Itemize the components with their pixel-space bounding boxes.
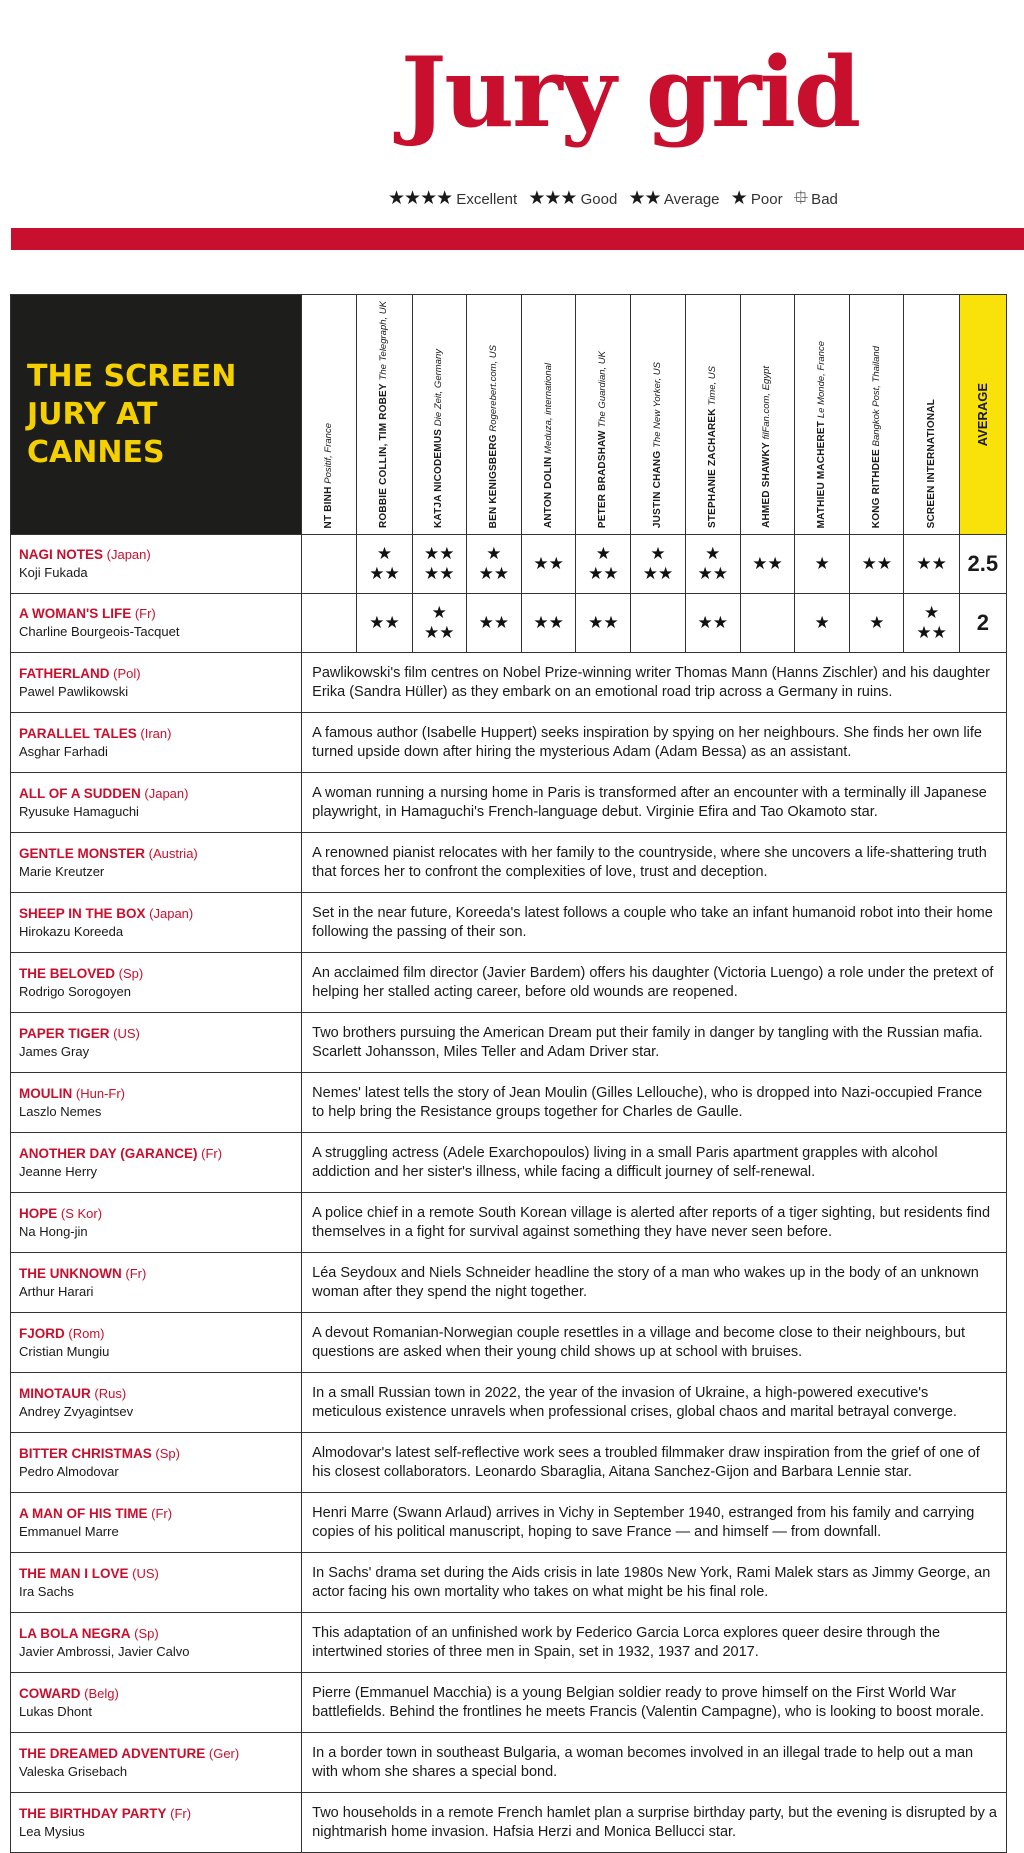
film-synopsis: Two households in a remote French hamlet plan a surprise birthday party, but the evening is disrupted by a nightmarish home invasion. Hafsia Herzi and Monica Bellucci star. xyxy=(302,1793,1007,1853)
film-country: (Ger) xyxy=(208,1745,240,1761)
score-cell xyxy=(466,535,521,594)
film-synopsis: A struggling actress (Adele Exarchopoulos) living in a small Paris apartment grapples with alcohol addiction and her sister's illness, while facing a difficult journey of self-renewal. xyxy=(302,1133,1007,1193)
critic-label xyxy=(761,360,773,534)
rating-star-icon: ★★ xyxy=(588,613,619,632)
film-cell xyxy=(11,535,302,594)
film-cell xyxy=(11,1373,302,1433)
film-cell xyxy=(11,953,302,1013)
film-country: (Sp) xyxy=(118,965,144,981)
film-director: Asghar Farhadi xyxy=(19,743,108,759)
film-cell xyxy=(11,1673,302,1733)
rating-star-icon: ★★ xyxy=(752,554,783,573)
film-synopsis: Two brothers pursuing the American Dream put their family in danger by tangling with the Russian mafia. Scarlett Johansson, Miles Teller and Adam Driver star. xyxy=(302,1013,1007,1073)
film-title: FATHERLAND xyxy=(19,665,110,681)
critic-label xyxy=(597,345,609,534)
critic-outlet: Meduza, international xyxy=(542,362,554,454)
film-title-line xyxy=(19,546,301,564)
film-director: Lukas Dhont xyxy=(19,1703,92,1719)
legend-label: Poor xyxy=(746,191,787,208)
table-row xyxy=(11,1253,1007,1313)
film-title: PAPER TIGER xyxy=(19,1025,110,1041)
film-title-line xyxy=(19,1505,301,1523)
film-synopsis: A woman running a nursing home in Paris is transformed after an encounter with a terminally ill Japanese playwright, in Hamaguchi's French-language debut. Virginie Efira and Tao Okamoto star. xyxy=(302,773,1007,833)
critic-label xyxy=(543,357,555,534)
film-country: (US) xyxy=(113,1025,140,1041)
film-title-line xyxy=(19,1685,301,1703)
film-synopsis: In Sachs' drama set during the Aids crisis in late 1980s New York, Rami Malek stars as Jimmy George, an actor facing his own mortality who takes on what might be his final role. xyxy=(302,1553,1007,1613)
critic-name: BEN KENIGSBERG xyxy=(487,434,499,528)
film-synopsis: Nemes' latest tells the story of Jean Moulin (Gilles Lellouche), who is dropped into Nazi-occupied France to help bring the Resistance groups together for Charles de Gaulle. xyxy=(302,1073,1007,1133)
film-title: LA BOLA NEGRA xyxy=(19,1625,131,1641)
table-row xyxy=(11,1493,1007,1553)
rating-star-icon: ★ ★★ xyxy=(369,544,400,583)
film-synopsis: Almodovar's latest self-reflective work sees a troubled filmmaker draw inspiration from the grief of one of his closest collaborators. Leonardo Sbaraglia, Aitana Sanchez-Gijon and Barbara Lennie star. xyxy=(302,1433,1007,1493)
score-cell xyxy=(576,535,631,594)
table-row xyxy=(11,594,1007,653)
table-row xyxy=(11,1433,1007,1493)
film-title: MOULIN xyxy=(19,1085,73,1101)
score-cell xyxy=(850,535,904,594)
rating-star-icon: ★★ xyxy=(533,554,564,573)
critic-label xyxy=(816,335,828,534)
critic-header xyxy=(850,295,904,535)
score-cell xyxy=(685,535,740,594)
critic-header xyxy=(685,295,740,535)
table-row xyxy=(11,1133,1007,1193)
critic-label xyxy=(433,343,445,534)
critic-name: PETER BRADSHAW xyxy=(597,430,609,528)
score-cell xyxy=(522,594,576,653)
legend-item xyxy=(388,188,522,209)
critic-name: ROBBIE COLLIN, TIM ROBEY xyxy=(378,383,390,528)
table-row xyxy=(11,1733,1007,1793)
legend-item xyxy=(628,188,724,209)
film-title: A WOMAN'S LIFE xyxy=(19,606,132,621)
critic-label xyxy=(926,393,938,534)
film-country: (Austria) xyxy=(148,845,198,861)
rating-star-icon: ⯐ xyxy=(793,188,808,209)
rating-star-icon: ★ ★★ xyxy=(916,603,947,642)
table-row xyxy=(11,1613,1007,1673)
critic-label xyxy=(488,339,500,534)
score-cell xyxy=(904,535,959,594)
film-synopsis: Léa Seydoux and Niels Schneider headline the story of a man who wakes up in the body of an unknown woman after they spend the night together. xyxy=(302,1253,1007,1313)
critic-label xyxy=(871,340,883,534)
critic-name: AHMED SHAWKY xyxy=(761,442,773,528)
table-row xyxy=(11,1553,1007,1613)
rating-star-icon: ★★ xyxy=(533,613,564,632)
table-row xyxy=(11,773,1007,833)
rating-star-icon: ★ ★★ xyxy=(588,544,619,583)
critic-header xyxy=(302,295,357,535)
average-header xyxy=(959,295,1006,535)
table-row xyxy=(11,1373,1007,1433)
critic-outlet: The Telegraph, UK xyxy=(378,301,390,381)
film-title-line xyxy=(19,1565,301,1583)
rating-star-icon: ★★ xyxy=(369,613,400,632)
critic-label xyxy=(652,356,664,534)
film-title-line xyxy=(19,1265,301,1283)
film-director: Andrey Zvyagintsev xyxy=(19,1403,134,1419)
film-synopsis: This adaptation of an unfinished work by Federico Garcia Lorca explores queer desire through the intertwined stories of three men in Spain, set in 1932, 1937 and 2017. xyxy=(302,1613,1007,1673)
film-director: Jeanne Herry xyxy=(19,1163,98,1179)
legend-label: Bad xyxy=(807,191,838,208)
film-title-line xyxy=(19,965,301,983)
critic-header xyxy=(740,295,794,535)
table-row xyxy=(11,1193,1007,1253)
film-country: (Sp) xyxy=(134,1625,159,1641)
critic-label xyxy=(323,417,335,534)
film-country: (Hun-Fr) xyxy=(75,1085,125,1101)
film-cell xyxy=(11,1493,302,1553)
film-director: Ryusuke Hamaguchi xyxy=(19,803,139,819)
critic-name: KONG RITHDEE xyxy=(870,448,882,528)
table-row xyxy=(11,1793,1007,1853)
table-row xyxy=(11,1313,1007,1373)
film-director: Ira Sachs xyxy=(19,1583,74,1599)
score-cell xyxy=(302,535,357,594)
film-title: ANOTHER DAY (GARANCE) xyxy=(19,1145,198,1161)
film-title-line xyxy=(19,785,301,803)
rating-star-icon: ★★ xyxy=(628,188,661,209)
film-cell xyxy=(11,1253,302,1313)
critic-header xyxy=(795,295,850,535)
film-director: Na Hong-jin xyxy=(19,1223,88,1239)
film-title: BITTER CHRISTMAS xyxy=(19,1445,152,1461)
critic-label xyxy=(378,295,390,534)
rating-star-icon: ★★★ xyxy=(528,188,577,209)
rating-star-icon: ★★ xyxy=(861,554,893,573)
critic-header xyxy=(357,295,412,535)
film-director: Laszlo Nemes xyxy=(19,1103,102,1119)
score-cell xyxy=(522,535,576,594)
legend-item xyxy=(730,188,787,209)
film-director: Arthur Harari xyxy=(19,1283,94,1299)
film-director: Marie Kreutzer xyxy=(19,863,105,879)
film-country: (Iran) xyxy=(140,725,172,741)
jury-heading-line: JURY AT xyxy=(27,396,158,432)
critic-outlet: Le Monde, France xyxy=(816,340,828,418)
film-cell xyxy=(11,653,302,713)
critic-outlet: filFan.com, Egypt xyxy=(761,366,773,440)
film-synopsis: A police chief in a remote South Korean village is alerted after reports of a tiger sighting, but residents find themselves in a fight for survival against something they have never seen before. xyxy=(302,1193,1007,1253)
critic-name: STEPHANIE ZACHAREK xyxy=(706,408,718,528)
film-director: Emmanuel Marre xyxy=(19,1523,119,1539)
film-country: (Fr) xyxy=(170,1805,192,1821)
rating-legend xyxy=(388,184,845,210)
film-cell xyxy=(11,1433,302,1493)
film-director: Pawel Pawlikowski xyxy=(19,683,129,699)
legend-label: Good xyxy=(576,191,622,208)
film-title: HOPE xyxy=(19,1205,58,1221)
critic-name: MATHIEU MACHERET xyxy=(816,420,828,528)
film-synopsis: A famous author (Isabelle Huppert) seeks inspiration by spying on her neighbours. She finds her own life turned upside down after hiring the mysterious Adam (Adam Bessa) as an assistant. xyxy=(302,713,1007,773)
rating-star-icon: ★ xyxy=(869,613,885,632)
average-score: 2.5 xyxy=(959,535,1006,594)
legend-item xyxy=(793,188,838,209)
score-cell xyxy=(412,535,466,594)
film-country: (Fr) xyxy=(134,606,156,621)
rating-star-icon: ★★ xyxy=(697,613,728,632)
film-cell xyxy=(11,893,302,953)
critic-header xyxy=(466,295,521,535)
film-country: (US) xyxy=(132,1565,159,1581)
table-row xyxy=(11,1073,1007,1133)
film-title-line xyxy=(19,1085,301,1103)
rating-star-icon: ★ ★★ xyxy=(697,544,728,583)
film-country: (Sp) xyxy=(155,1445,180,1461)
film-title-line xyxy=(19,1205,301,1223)
critic-name: JUSTIN CHANG xyxy=(652,450,664,528)
film-cell xyxy=(11,1133,302,1193)
film-synopsis: Set in the near future, Koreeda's latest follows a couple who take an infant humanoid robot into their home following the passing of their son. xyxy=(302,893,1007,953)
critic-header xyxy=(576,295,631,535)
rating-star-icon: ★★★★ xyxy=(388,188,453,209)
critic-outlet: The New Yorker, US xyxy=(652,361,664,448)
critic-label xyxy=(707,360,719,534)
film-cell xyxy=(11,1553,302,1613)
rating-star-icon: ★ ★★ xyxy=(423,603,455,642)
score-cell xyxy=(302,594,357,653)
score-cell xyxy=(850,594,904,653)
film-synopsis: A renowned pianist relocates with her family to the countryside, where she uncovers a life-shattering truth that forces her to confront the complexities of love, trust and deception. xyxy=(302,833,1007,893)
film-title-line xyxy=(19,1625,301,1643)
film-cell xyxy=(11,1613,302,1673)
table-row xyxy=(11,1673,1007,1733)
score-cell xyxy=(576,594,631,653)
average-label: AVERAGE xyxy=(974,382,990,447)
film-title: THE MAN I LOVE xyxy=(19,1565,129,1581)
critic-name: SCREEN INTERNATIONAL xyxy=(925,398,937,528)
film-director: Koji Fukada xyxy=(19,565,88,580)
film-title: THE UNKNOWN xyxy=(19,1265,122,1281)
critic-outlet: Positif, France xyxy=(323,422,335,484)
film-country: (Rom) xyxy=(68,1325,105,1341)
score-cell xyxy=(795,594,850,653)
jury-grid-table xyxy=(10,294,1007,1853)
film-director: Rodrigo Sorogoyen xyxy=(19,983,132,999)
film-title: THE BELOVED xyxy=(19,965,116,981)
critic-name: KATJA NICODEMUS xyxy=(433,428,445,528)
film-title-line xyxy=(19,665,301,683)
rating-star-icon: ★ ★★ xyxy=(642,544,674,583)
film-synopsis: In a small Russian town in 2022, the year of the invasion of Ukraine, a high-powered executive's meticulous existence unravels when professional crises, global chaos and marital betrayal converge. xyxy=(302,1373,1007,1433)
film-cell xyxy=(11,594,302,653)
rating-star-icon: ★ xyxy=(730,188,747,209)
film-title-line xyxy=(19,845,301,863)
score-cell xyxy=(357,594,412,653)
film-country: (Rus) xyxy=(94,1385,127,1401)
score-cell xyxy=(357,535,412,594)
rating-star-icon: ★ xyxy=(814,554,830,573)
film-cell xyxy=(11,1313,302,1373)
film-country: (Belg) xyxy=(84,1685,119,1701)
film-title: A MAN OF HIS TIME xyxy=(19,1505,148,1521)
film-cell xyxy=(11,1073,302,1133)
legend-label: Average xyxy=(660,191,724,208)
film-country: (Japan) xyxy=(149,905,194,921)
film-cell xyxy=(11,1733,302,1793)
film-title-line xyxy=(19,725,301,743)
film-title-line xyxy=(19,1445,301,1463)
film-synopsis: Henri Marre (Swann Arlaud) arrives in Vichy in September 1940, estranged from his family and carrying copies of his political manuscript, hoping to save France — and himself — from downfall. xyxy=(302,1493,1007,1553)
film-country: (Japan) xyxy=(144,785,189,801)
table-row xyxy=(11,953,1007,1013)
film-title: SHEEP IN THE BOX xyxy=(19,905,146,921)
film-director: Pedro Almodovar xyxy=(19,1463,119,1479)
film-title: FJORD xyxy=(19,1325,65,1341)
page-title-text: Jury grid xyxy=(400,36,860,149)
film-director: Charline Bourgeois-Tacquet xyxy=(19,624,180,639)
score-cell xyxy=(904,594,959,653)
critic-header xyxy=(522,295,576,535)
film-synopsis: Pierre (Emmanuel Macchia) is a young Belgian soldier ready to prove himself on the First World War battlefields. Behind the frontlines he meets Francis (Valentin Campagne), who is looking to boost morale. xyxy=(302,1673,1007,1733)
rating-star-icon: ★★ xyxy=(478,613,510,632)
film-cell xyxy=(11,833,302,893)
jury-heading-line: CANNES xyxy=(27,434,165,470)
rating-star-icon: ★ xyxy=(814,613,830,632)
table-row xyxy=(11,535,1007,594)
critic-header xyxy=(412,295,466,535)
film-title-line xyxy=(19,905,301,923)
legend-item xyxy=(528,188,622,209)
table-row xyxy=(11,653,1007,713)
critic-name: ANTON DOLIN xyxy=(542,456,554,528)
film-director: Javier Ambrossi, Javier Calvo xyxy=(19,1643,190,1659)
film-title: GENTLE MONSTER xyxy=(19,845,146,861)
table-row xyxy=(11,713,1007,773)
film-title-line xyxy=(19,1025,301,1043)
film-cell xyxy=(11,773,302,833)
critic-header xyxy=(631,295,685,535)
film-director: Lea Mysius xyxy=(19,1823,85,1839)
film-title: THE DREAMED ADVENTURE xyxy=(19,1745,206,1761)
rating-star-icon: ★★ ★★ xyxy=(423,544,455,583)
score-cell xyxy=(466,594,521,653)
score-cell xyxy=(631,594,685,653)
film-country: (Fr) xyxy=(201,1145,223,1161)
legend-label: Excellent xyxy=(452,191,522,208)
film-title-line xyxy=(19,1745,301,1763)
rating-star-icon: ★★ xyxy=(916,554,947,573)
film-title: COWARD xyxy=(19,1685,81,1701)
film-director: Valeska Grisebach xyxy=(19,1763,128,1779)
film-country: (Fr) xyxy=(125,1265,147,1281)
film-synopsis: A devout Romanian-Norwegian couple resettles in a village and become close to their neighbours, but questions are asked when their young child shows up at school with bruises. xyxy=(302,1313,1007,1373)
table-row xyxy=(11,893,1007,953)
film-title-line xyxy=(19,1385,301,1403)
critic-header xyxy=(904,295,959,535)
table-row xyxy=(11,1013,1007,1073)
film-synopsis: Pawlikowski's film centres on Nobel Prize-winning writer Thomas Mann (Hanns Zischler) and his daughter Erika (Sandra Hüller) as they embark on an emotional road trip across a Germany in ruins. xyxy=(302,653,1007,713)
score-cell xyxy=(740,535,794,594)
film-synopsis: In a border town in southeast Bulgaria, a woman becomes involved in an illegal trade to help out a man with whom she shares a special bond. xyxy=(302,1733,1007,1793)
film-country: (S Kor) xyxy=(60,1205,103,1221)
critic-outlet: The Guardian, UK xyxy=(597,350,609,428)
film-title: THE BIRTHDAY PARTY xyxy=(19,1805,167,1821)
film-title: PARALLEL TALES xyxy=(19,725,137,741)
score-cell xyxy=(631,535,685,594)
score-cell xyxy=(740,594,794,653)
score-cell xyxy=(685,594,740,653)
film-synopsis: An acclaimed film director (Javier Bardem) offers his daughter (Victoria Luengo) a role under the pretext of helping her stalled acting career, before old wounds are reopened. xyxy=(302,953,1007,1013)
score-cell xyxy=(795,535,850,594)
film-country: (Pol) xyxy=(113,665,141,681)
film-title: ALL OF A SUDDEN xyxy=(19,785,141,801)
film-director: Cristian Mungiu xyxy=(19,1343,110,1359)
red-divider-bar xyxy=(11,228,1024,250)
table-row xyxy=(11,833,1007,893)
film-country: (Fr) xyxy=(151,1505,173,1521)
average-score: 2 xyxy=(959,594,1006,653)
film-director: Hirokazu Koreeda xyxy=(19,923,124,939)
critic-name: NT BINH xyxy=(323,486,335,528)
film-director: James Gray xyxy=(19,1043,90,1059)
film-title-line xyxy=(19,605,301,623)
score-cell xyxy=(412,594,466,653)
critic-outlet: Rogerebert.com, US xyxy=(487,344,499,432)
rating-star-icon: ★ ★★ xyxy=(478,544,510,583)
critic-outlet: Die Zeit, Germany xyxy=(433,349,445,427)
critic-outlet: Bangkok Post, Thailand xyxy=(870,345,882,447)
film-cell xyxy=(11,1793,302,1853)
film-cell xyxy=(11,1193,302,1253)
page-title xyxy=(0,38,1024,148)
film-country: (Japan) xyxy=(106,547,151,562)
critic-outlet: Time, US xyxy=(706,365,718,406)
jury-heading xyxy=(11,295,302,535)
film-title-line xyxy=(19,1325,301,1343)
film-title: MINOTAUR xyxy=(19,1385,91,1401)
film-title-line xyxy=(19,1145,301,1163)
jury-heading-line: THE SCREEN xyxy=(27,358,237,394)
film-cell xyxy=(11,713,302,773)
film-cell xyxy=(11,1013,302,1073)
film-title: NAGI NOTES xyxy=(19,547,104,562)
